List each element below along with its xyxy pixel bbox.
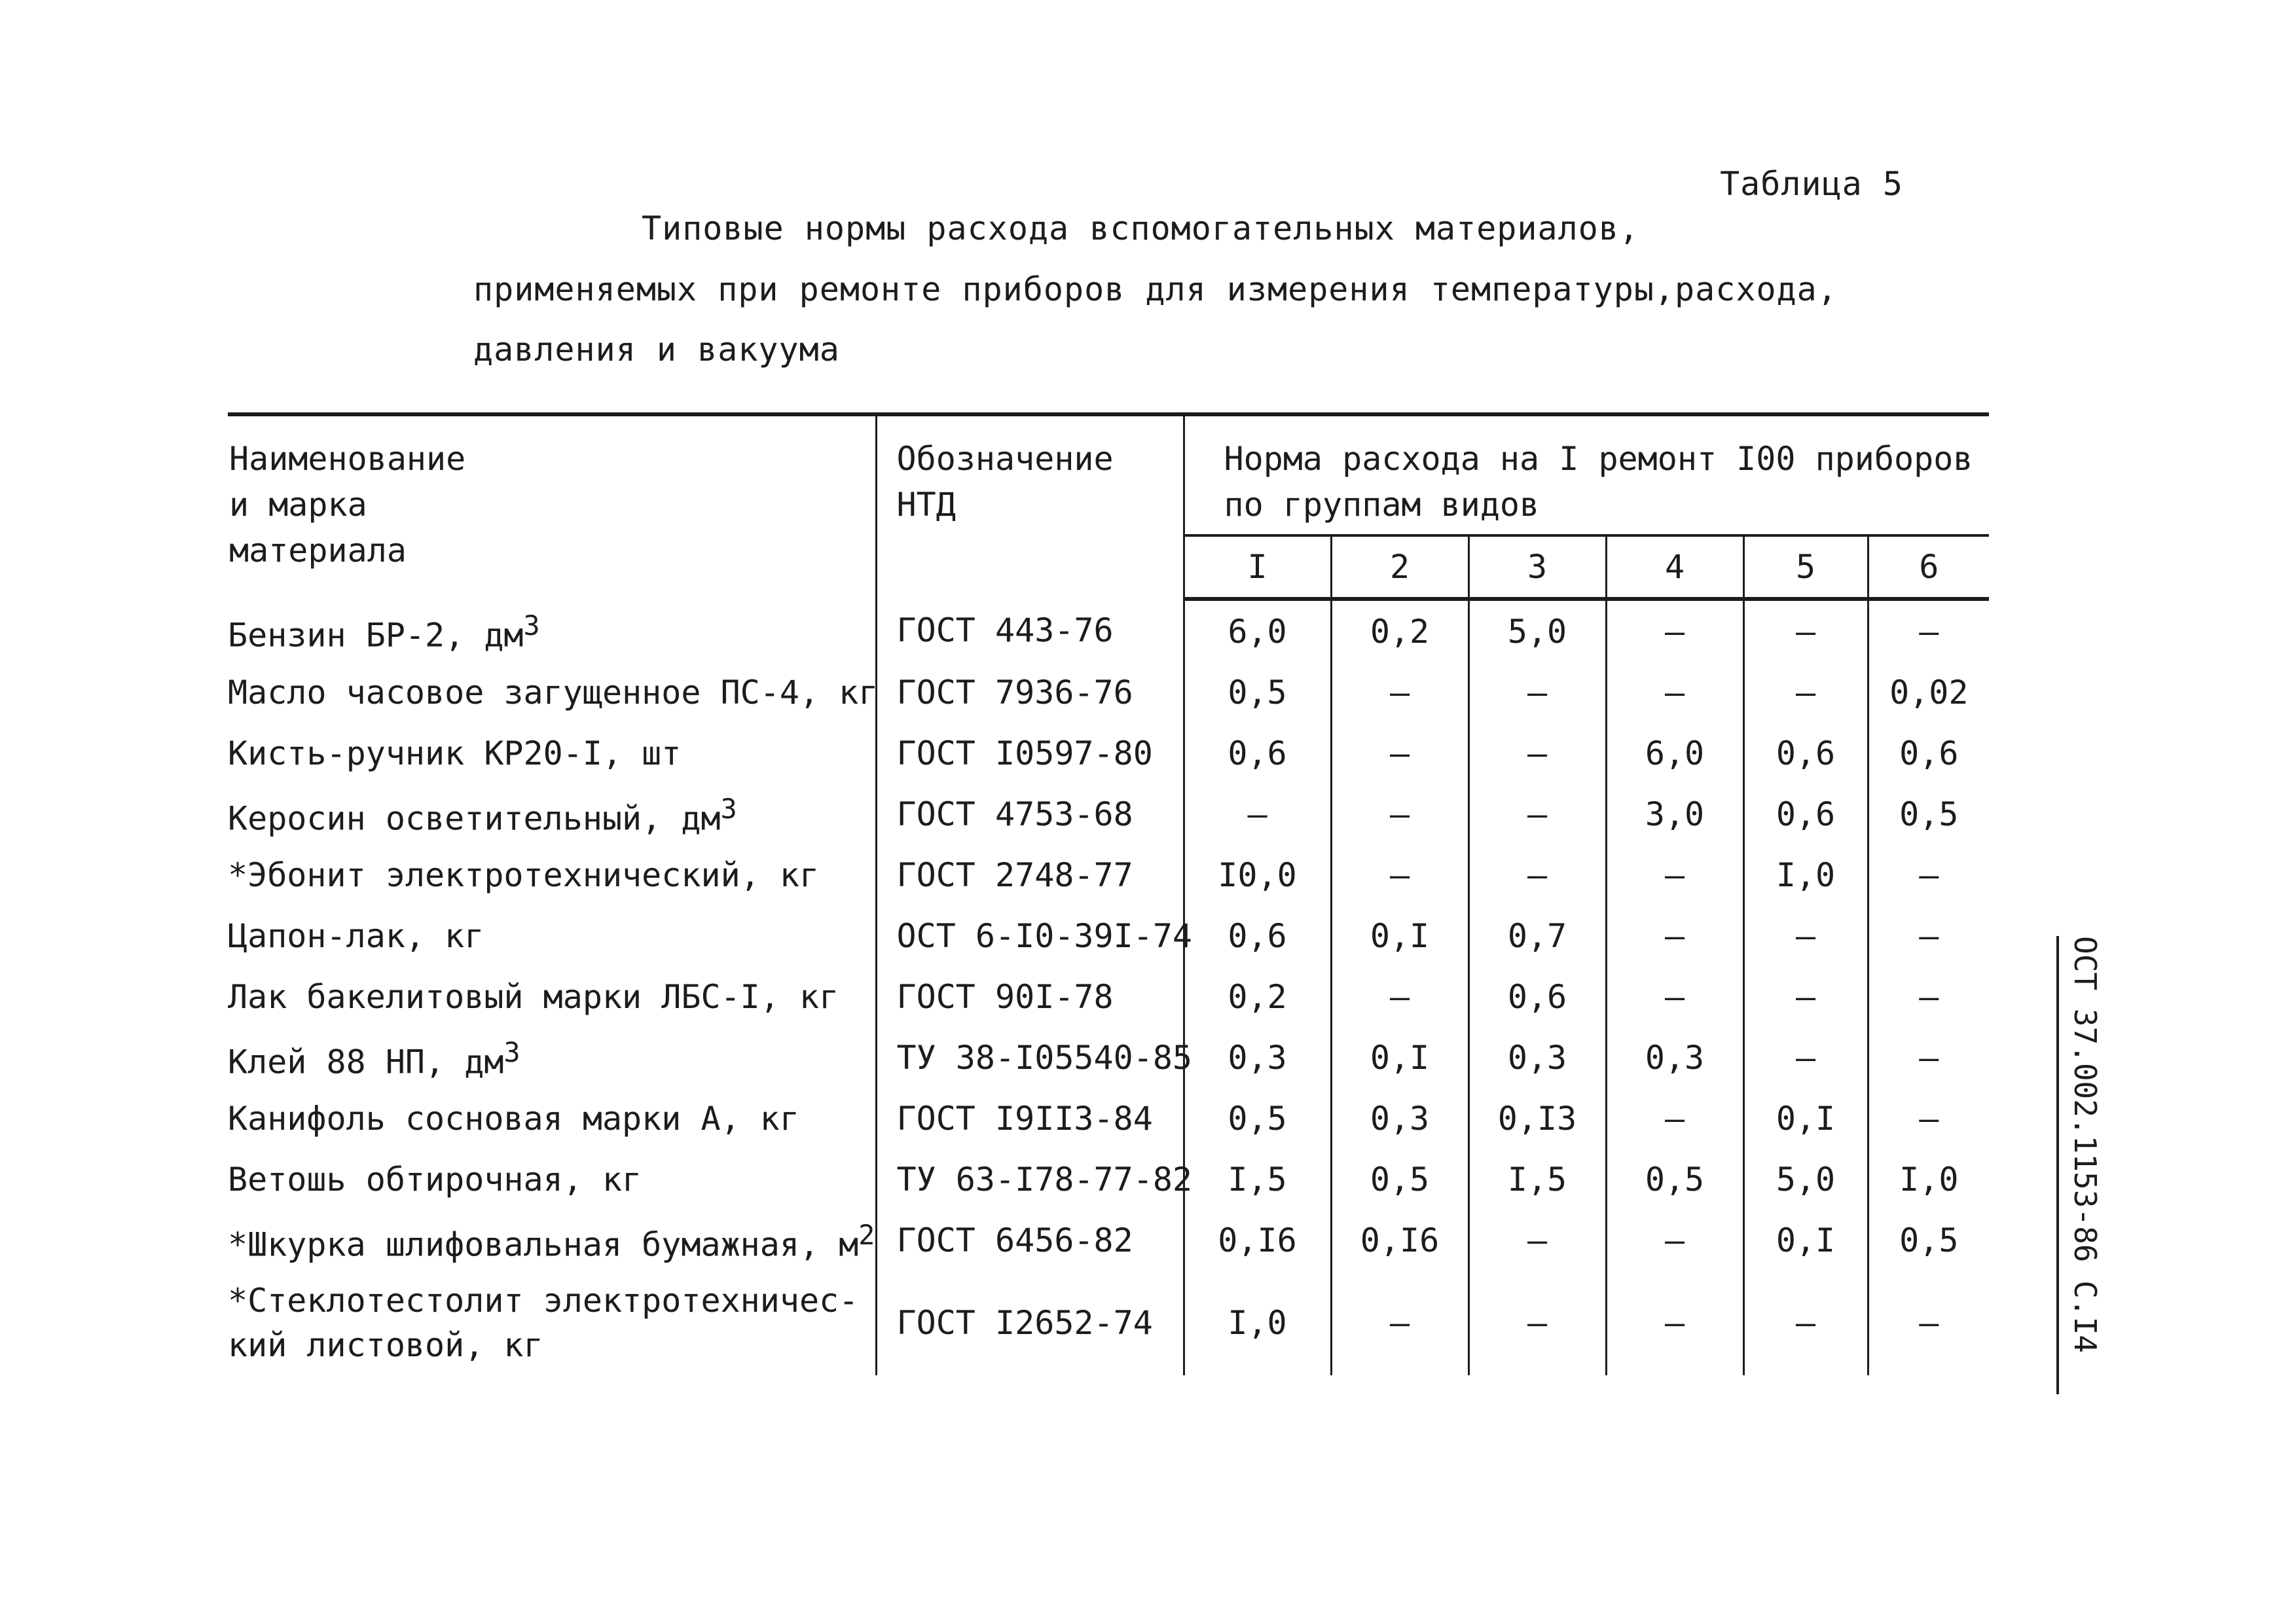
standard-document: ГОСТ 4753-68 bbox=[876, 784, 1184, 844]
norm-value: – bbox=[1919, 856, 1939, 894]
material-name-line: кий листовой, кг bbox=[228, 1326, 543, 1364]
norm-value: – bbox=[1468, 844, 1606, 905]
header-norm-line: по группам видов bbox=[1224, 486, 1540, 524]
norm-value: – bbox=[1606, 599, 1743, 662]
material-name-text: Лак бакелитовый марки ЛБС-I, кг bbox=[228, 977, 839, 1016]
header-row bbox=[228, 414, 1989, 535]
standard-document: ГОСТ 90I-78 bbox=[876, 966, 1184, 1027]
table-row bbox=[228, 662, 1989, 723]
norm-value: I,5 bbox=[1184, 1149, 1331, 1210]
material-name bbox=[228, 599, 876, 662]
norm-value: – bbox=[1743, 966, 1868, 1027]
norm-value: – bbox=[1468, 784, 1606, 844]
material-name-text: Канифоль сосновая марки А, кг bbox=[228, 1099, 799, 1138]
norm-value: – bbox=[1919, 1099, 1939, 1138]
header-doc-line: Обозначение bbox=[896, 440, 1114, 478]
material-name-text: Бензин БР-2, дм bbox=[228, 616, 524, 655]
material-name bbox=[228, 1088, 876, 1149]
material-name bbox=[228, 723, 876, 784]
material-name-text: Ветошь обтирочная, кг bbox=[228, 1160, 642, 1199]
norm-value: – bbox=[1468, 1271, 1606, 1375]
group-header: I bbox=[1184, 535, 1331, 599]
material-name-text: Кисть-ручник КР20-I, шт bbox=[228, 734, 682, 772]
unit-exponent: 2 bbox=[858, 1219, 875, 1252]
table-row bbox=[228, 784, 1989, 844]
norm-value: 0,6 bbox=[1184, 905, 1331, 966]
norm-value: 0,7 bbox=[1468, 905, 1606, 966]
norm-value: – bbox=[1331, 1271, 1468, 1375]
norm-value: 0,3 bbox=[1606, 1027, 1743, 1088]
norm-value: 0,5 bbox=[1331, 1149, 1468, 1210]
material-name bbox=[228, 662, 879, 723]
norm-value: I,0 bbox=[1743, 844, 1868, 905]
norm-value: – bbox=[1606, 1088, 1743, 1149]
norm-value: – bbox=[1743, 599, 1868, 662]
material-name-text: Масло часовое загущенное ПС-4, кг bbox=[228, 673, 879, 712]
norm-value: 0,I bbox=[1743, 1088, 1868, 1149]
material-name bbox=[228, 966, 876, 1027]
norm-value: 0,6 bbox=[1899, 734, 1959, 772]
table-title-line-1: Типовые нормы расхода вспомогательных материалов, bbox=[642, 209, 1640, 247]
norm-value: 0,5 bbox=[1606, 1149, 1743, 1210]
norm-value: I,0 bbox=[1184, 1271, 1331, 1375]
table-body bbox=[228, 599, 1989, 1375]
header-doc-column bbox=[876, 414, 1184, 599]
group-header: 6 bbox=[1868, 535, 1989, 599]
unit-exponent: 3 bbox=[720, 793, 737, 825]
norm-value: 0,5 bbox=[1899, 1221, 1959, 1259]
standard-document: ОСТ 6-I0-39I-74 bbox=[876, 905, 1184, 966]
norm-value: 0,I bbox=[1743, 1210, 1868, 1271]
standard-document: ГОСТ I0597-80 bbox=[876, 723, 1184, 784]
norm-value: – bbox=[1743, 1027, 1868, 1088]
norm-value: – bbox=[1919, 612, 1939, 651]
table-number: Таблица 5 bbox=[1720, 165, 1903, 203]
table-row bbox=[228, 1149, 1989, 1210]
norm-value: I0,0 bbox=[1184, 844, 1331, 905]
material-name-text: *Шкурка шлифовальная бумажная, м bbox=[228, 1225, 859, 1264]
norm-value: – bbox=[1331, 966, 1468, 1027]
material-name bbox=[228, 1149, 876, 1210]
norm-value: – bbox=[1468, 723, 1606, 784]
norm-value: – bbox=[1606, 1271, 1743, 1375]
norm-value: – bbox=[1606, 966, 1743, 1027]
norm-value: 0,5 bbox=[1899, 795, 1959, 833]
table-row bbox=[228, 1210, 1989, 1271]
material-name bbox=[228, 1271, 876, 1375]
standard-document: ГОСТ 6456-82 bbox=[876, 1210, 1184, 1271]
norm-value: 3,0 bbox=[1606, 784, 1743, 844]
material-name bbox=[228, 905, 876, 966]
header-norm-column bbox=[1184, 414, 1989, 535]
material-name-line: *Стеклотестолит электротехничес- bbox=[228, 1282, 859, 1320]
standard-document: ГОСТ 7936-76 bbox=[876, 662, 1184, 723]
table-row bbox=[228, 905, 1989, 966]
norm-value: I,0 bbox=[1899, 1160, 1959, 1199]
group-header: 5 bbox=[1743, 535, 1868, 599]
norm-value: 5,0 bbox=[1468, 599, 1606, 662]
norm-value: 6,0 bbox=[1184, 599, 1331, 662]
norm-value: 0,6 bbox=[1743, 723, 1868, 784]
material-name bbox=[228, 844, 876, 905]
side-stamp bbox=[2059, 936, 2111, 1394]
header-doc-line: НТД bbox=[896, 486, 956, 524]
unit-exponent: 3 bbox=[503, 1036, 520, 1069]
norm-value: – bbox=[1743, 905, 1868, 966]
norms-table bbox=[228, 412, 1989, 1375]
group-header: 4 bbox=[1606, 535, 1743, 599]
standard-document: ТУ 63-I78-77-82 bbox=[876, 1149, 1184, 1210]
standard-document: ТУ 38-I05540-85 bbox=[876, 1027, 1184, 1088]
material-name-text: Керосин осветительный, дм bbox=[228, 799, 721, 838]
norm-value: 0,2 bbox=[1184, 966, 1331, 1027]
norm-value: 0,6 bbox=[1743, 784, 1868, 844]
standard-document: ГОСТ I2652-74 bbox=[876, 1271, 1184, 1375]
table-row bbox=[228, 966, 1989, 1027]
table-title-line-2: применяемых при ремонте приборов для измерения температуры,расхода, bbox=[473, 270, 1838, 308]
table-row bbox=[228, 1027, 1989, 1088]
header-name-line: материала bbox=[229, 532, 407, 569]
standard-document: ГОСТ I9II3-84 bbox=[876, 1088, 1184, 1149]
norm-value: – bbox=[1606, 662, 1743, 723]
standard-document: ГОСТ 443-76 bbox=[876, 599, 1184, 662]
norm-value: – bbox=[1606, 905, 1743, 966]
norm-value: – bbox=[1468, 1210, 1606, 1271]
norm-value: – bbox=[1606, 1210, 1743, 1271]
table-row bbox=[228, 844, 1989, 905]
material-name-text: *Эбонит электротехнический, кг bbox=[228, 856, 820, 894]
norm-value: 0,02 bbox=[1889, 673, 1969, 712]
table-title-line-3: давления и вакуума bbox=[473, 331, 840, 369]
material-name bbox=[228, 1027, 876, 1088]
norm-value: 6,0 bbox=[1606, 723, 1743, 784]
side-stamp-text: ОСТ 37.002.1153-86 С.I4 bbox=[2056, 936, 2111, 1394]
norm-value: 0,I bbox=[1331, 905, 1468, 966]
norm-value: 0,I3 bbox=[1468, 1088, 1606, 1149]
norm-value: 0,I6 bbox=[1331, 1210, 1468, 1271]
norm-value: 0,3 bbox=[1184, 1027, 1331, 1088]
norm-value: – bbox=[1331, 784, 1468, 844]
norm-value: – bbox=[1919, 1038, 1939, 1077]
group-header: 2 bbox=[1331, 535, 1468, 599]
group-header: 3 bbox=[1468, 535, 1606, 599]
header-name-line: Наименование bbox=[229, 440, 466, 478]
norm-value: – bbox=[1184, 784, 1331, 844]
norm-value: – bbox=[1919, 916, 1939, 955]
table-row bbox=[228, 599, 1989, 662]
header-name-column bbox=[228, 414, 876, 599]
material-name-text: Клей 88 НП, дм bbox=[228, 1043, 504, 1081]
norm-value: – bbox=[1331, 662, 1468, 723]
material-name bbox=[228, 784, 876, 844]
table-row bbox=[228, 723, 1989, 784]
table-row bbox=[228, 1271, 1989, 1375]
norm-value: 0,2 bbox=[1331, 599, 1468, 662]
norm-value: I,5 bbox=[1468, 1149, 1606, 1210]
norm-value: 0,3 bbox=[1468, 1027, 1606, 1088]
norm-value: 0,5 bbox=[1184, 662, 1331, 723]
header-name-line: и марка bbox=[229, 486, 367, 524]
norm-value: 5,0 bbox=[1743, 1149, 1868, 1210]
norm-value: – bbox=[1743, 1271, 1868, 1375]
norm-value: – bbox=[1919, 1304, 1939, 1342]
norm-value: 0,I bbox=[1331, 1027, 1468, 1088]
material-name bbox=[228, 1210, 876, 1271]
norm-value: 0,6 bbox=[1468, 966, 1606, 1027]
norm-value: 0,5 bbox=[1184, 1088, 1331, 1149]
standard-document: ГОСТ 2748-77 bbox=[876, 844, 1184, 905]
norm-value: 0,I6 bbox=[1184, 1210, 1331, 1271]
norm-value: – bbox=[1743, 662, 1868, 723]
norm-value: – bbox=[1331, 723, 1468, 784]
norm-value: 0,3 bbox=[1331, 1088, 1468, 1149]
norm-value: 0,6 bbox=[1184, 723, 1331, 784]
norm-value: – bbox=[1919, 977, 1939, 1016]
norm-value: – bbox=[1331, 844, 1468, 905]
header-norm-line: Норма расхода на I ремонт I00 приборов bbox=[1224, 440, 1973, 478]
norm-value: – bbox=[1606, 844, 1743, 905]
unit-exponent: 3 bbox=[523, 609, 540, 641]
norm-value: – bbox=[1468, 662, 1606, 723]
table-row bbox=[228, 1088, 1989, 1149]
material-name-text: Цапон-лак, кг bbox=[228, 916, 484, 955]
